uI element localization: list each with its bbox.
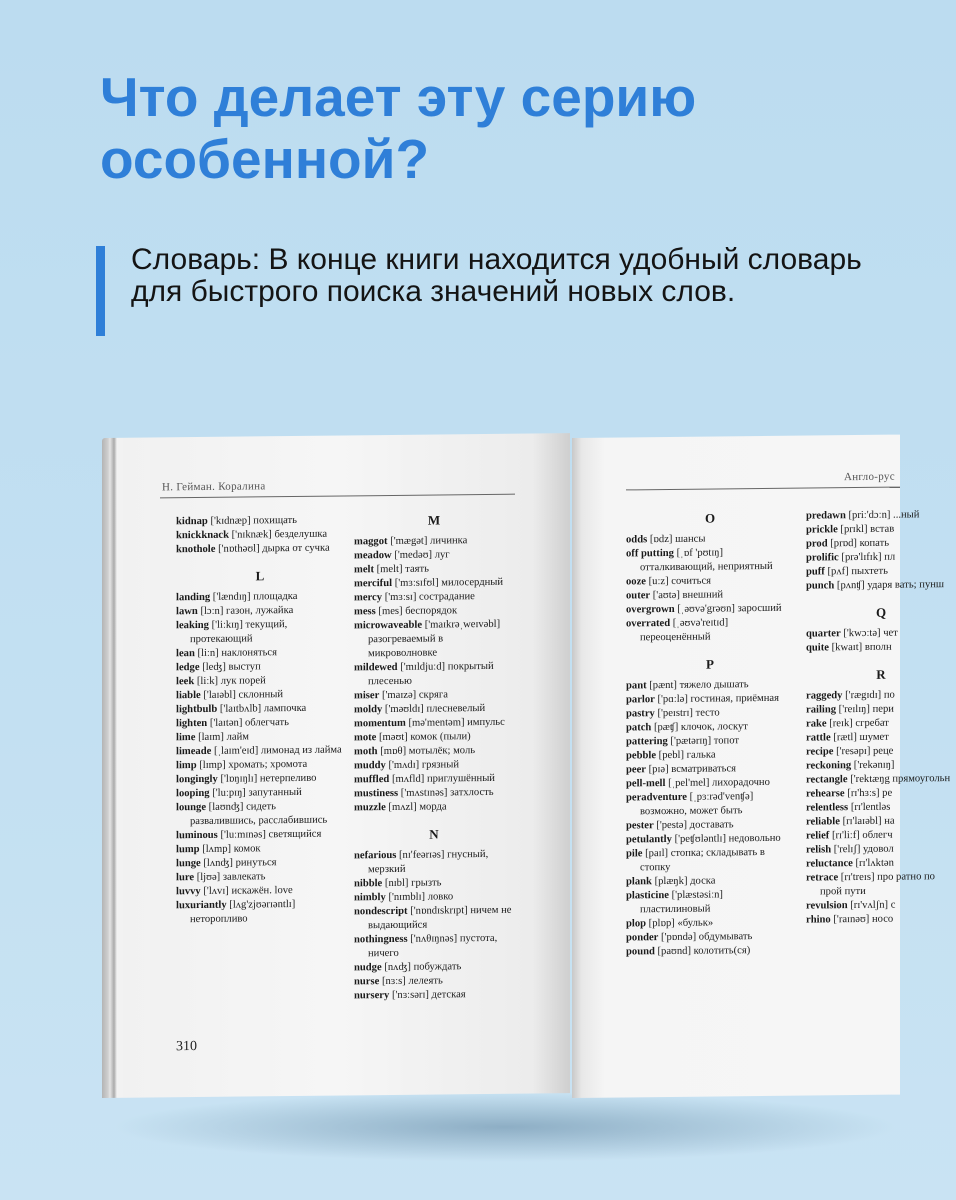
entry-definition: [lʌnʤ] ринуться bbox=[200, 857, 277, 869]
entry-definition: ['rektæŋg прямоугольн bbox=[847, 773, 951, 786]
entry-definition: [mɒθ] мотылёк; моль bbox=[377, 745, 476, 758]
entry-word: nimbly bbox=[354, 892, 386, 904]
dictionary-entry bbox=[806, 522, 956, 538]
entry-word: reluctance bbox=[806, 858, 853, 870]
entry-definition: [mə'mentəm] импульс bbox=[405, 716, 505, 729]
entry-definition: [nɜːs] лелеять bbox=[379, 975, 443, 988]
entry-definition: ['pɑːlə] гостиная, приёмная bbox=[654, 692, 779, 706]
entry-definition: ['lɒŋɪŋlɪ] нетерпеливо bbox=[217, 772, 317, 785]
entry-word: merciful bbox=[354, 577, 393, 590]
entry-word: peer bbox=[626, 764, 646, 776]
entry-definition: [lɪmp] хромать; хромота bbox=[196, 758, 308, 772]
dictionary-entry bbox=[806, 758, 956, 774]
entry-definition: [rɪ'liːf] облегч bbox=[829, 829, 893, 842]
entry-definition: [nɪ'feərɪəs] гнусный, мерзкий bbox=[368, 848, 489, 876]
dictionary-entry bbox=[354, 800, 514, 816]
dictionary-entry bbox=[806, 744, 956, 760]
entry-word: rhino bbox=[806, 914, 831, 926]
entry-word: longingly bbox=[176, 773, 218, 786]
entry-word: puff bbox=[806, 566, 825, 578]
dictionary-entry bbox=[176, 897, 344, 927]
section-letter: L bbox=[255, 568, 265, 584]
entry-definition: [laɪm] лайм bbox=[195, 731, 249, 744]
entry-word: revulsion bbox=[806, 900, 848, 912]
entry-word: nibble bbox=[354, 878, 383, 890]
entry-definition: [prɪkl] встав bbox=[837, 523, 895, 536]
section-letter: M bbox=[427, 512, 441, 528]
entry-definition: [paʊnd] колотить(ся) bbox=[654, 945, 751, 958]
entry-definition: ['luːmɪnəs] светящийся bbox=[217, 828, 322, 841]
entry-word: melt bbox=[354, 564, 374, 576]
entry-definition: ['pætərɪŋ] топот bbox=[667, 735, 740, 747]
entry-word: lure bbox=[176, 872, 195, 884]
book-shadow bbox=[110, 1092, 900, 1162]
dictionary-entry bbox=[354, 576, 514, 592]
dictionary-entry bbox=[806, 814, 956, 830]
dictionary-entry bbox=[354, 660, 514, 690]
book-left-page bbox=[102, 433, 570, 1098]
entry-definition: ['liːkɪŋ] текущий, протекающий bbox=[190, 619, 288, 646]
entry-definition: [məʊt] комок (пыли) bbox=[376, 731, 471, 744]
entry-word: ledge bbox=[176, 661, 200, 674]
dictionary-entry bbox=[626, 602, 794, 618]
entry-definition: ['mɜːsɪfʊl] милосердный bbox=[392, 576, 504, 589]
entry-word: miser bbox=[354, 690, 380, 702]
entry-word: maggot bbox=[354, 536, 388, 548]
entry-definition: [ljʊə] завлекать bbox=[194, 871, 266, 884]
entry-definition: ['reɪlɪŋ] пери bbox=[836, 703, 894, 716]
dictionary-entry bbox=[806, 640, 956, 656]
entry-definition: ['medəʊ] луг bbox=[391, 549, 450, 561]
entry-word: leek bbox=[176, 676, 195, 688]
entry-word: landing bbox=[176, 591, 211, 604]
entry-definition: [rɪ'treɪs] про ратно по прой пути bbox=[820, 871, 935, 898]
entry-definition: [lʌg'zjʊərɪəntlɪ] неторопливо bbox=[190, 898, 296, 926]
entry-definition: ['laɪtən] облегчать bbox=[207, 717, 289, 729]
entry-definition: [rɪ'hɜːs] ре bbox=[844, 787, 893, 800]
entry-word: parlor bbox=[626, 694, 655, 706]
entry-word: liable bbox=[176, 689, 201, 702]
entry-word: nefarious bbox=[354, 849, 397, 862]
entry-word: rake bbox=[806, 718, 827, 730]
entry-definition: [lɔːn] газон, лужайка bbox=[197, 604, 294, 617]
dictionary-entry bbox=[626, 832, 794, 848]
dictionary-entry bbox=[176, 743, 344, 759]
entry-word: looping bbox=[176, 787, 210, 800]
entry-word: relief bbox=[806, 830, 830, 842]
entry-word: mercy bbox=[354, 592, 383, 604]
entry-word: recipe bbox=[806, 746, 834, 758]
entry-word: odds bbox=[626, 534, 648, 546]
entry-word: nondescript bbox=[354, 905, 408, 918]
entry-word: pound bbox=[626, 946, 655, 958]
entry-definition: ['nɜːsərɪ] детская bbox=[389, 989, 466, 1001]
entry-word: quite bbox=[806, 642, 829, 654]
entry-definition: [laʊnʤ] сидеть развалившись, расслабившись bbox=[190, 801, 328, 828]
entry-word: rattle bbox=[806, 732, 831, 744]
entry-word: overgrown bbox=[626, 603, 675, 616]
dictionary-entry bbox=[626, 846, 794, 876]
dictionary-entry bbox=[176, 617, 344, 647]
entry-word: relish bbox=[806, 844, 832, 856]
entry-definition: ['rekənɪŋ] bbox=[851, 759, 895, 772]
entry-word: relentless bbox=[806, 802, 849, 814]
entry-definition: [kwaɪt] вполн bbox=[828, 641, 892, 654]
dictionary-entry bbox=[806, 626, 956, 642]
entry-word: predawn bbox=[806, 510, 846, 522]
dictionary-entry bbox=[806, 564, 956, 580]
dictionary-entry bbox=[354, 988, 514, 1004]
entry-definition: [uːz] сочиться bbox=[646, 575, 712, 588]
entry-word: lime bbox=[176, 732, 196, 744]
entry-word: lawn bbox=[176, 605, 198, 618]
entry-word: reckoning bbox=[806, 760, 852, 772]
entry-definition: [rætl] шумет bbox=[830, 731, 889, 744]
entry-word: microwaveable bbox=[354, 619, 423, 632]
entry-word: moldy bbox=[354, 704, 383, 716]
entry-definition: ['kɪdnæp] похищать bbox=[207, 514, 297, 527]
entry-definition: ['pɒndə] обдумывать bbox=[658, 931, 753, 944]
entry-word: meadow bbox=[354, 549, 392, 562]
entry-definition: [paɪl] стопка; складывать в стопку bbox=[640, 846, 765, 874]
entry-word: moth bbox=[354, 746, 378, 758]
entry-definition: [ˌəʊvə'reɪtɪd] переоценённый bbox=[640, 617, 729, 644]
entry-definition: ['maɪzə] скряга bbox=[379, 689, 448, 702]
entry-word: nurse bbox=[354, 976, 380, 988]
entry-definition: [pʌf] пыхтеть bbox=[824, 565, 888, 578]
dictionary-entry bbox=[806, 508, 956, 524]
entry-definition: ['nɪknæk] безделушка bbox=[229, 528, 328, 541]
entry-word: reliable bbox=[806, 816, 840, 828]
dictionary-entry bbox=[806, 688, 956, 704]
entry-definition: [leʤ] выступ bbox=[199, 661, 261, 673]
dictionary-entry bbox=[176, 799, 344, 829]
left-running-head: Н. Гейман. Коралина bbox=[162, 480, 266, 494]
dictionary-entry bbox=[176, 541, 344, 557]
entry-word: mess bbox=[354, 606, 376, 618]
entry-word: raggedy bbox=[806, 690, 843, 702]
entry-definition: ['nʌθɪŋnəs] пустота, ничего bbox=[368, 932, 498, 960]
entry-word: off putting bbox=[626, 547, 674, 560]
dictionary-entry bbox=[806, 772, 956, 788]
entry-word: lounge bbox=[176, 801, 207, 814]
section-letter: P bbox=[706, 656, 714, 672]
entry-definition: ['rægɪdɪ] по bbox=[842, 689, 895, 702]
entry-definition: [ˌpɜːrəd'venʧə] возможно, может быть bbox=[640, 791, 754, 818]
entry-definition: [plɒp] «бульк» bbox=[646, 917, 714, 930]
left-column-1 bbox=[176, 513, 344, 927]
entry-word: muddy bbox=[354, 760, 386, 772]
entry-word: knothole bbox=[176, 543, 216, 556]
entry-word: patch bbox=[626, 722, 652, 734]
entry-word: petulantly bbox=[626, 833, 672, 846]
entry-definition: ['mɪldjuːd] покрытый плесенью bbox=[368, 660, 494, 688]
entry-word: retrace bbox=[806, 872, 839, 884]
entry-definition: [plæŋk] доска bbox=[651, 875, 716, 888]
dictionary-entry bbox=[806, 870, 956, 900]
entry-word: mustiness bbox=[354, 787, 399, 800]
entry-word: rectangle bbox=[806, 774, 848, 786]
entry-word: outer bbox=[626, 590, 651, 602]
dictionary-entry bbox=[176, 827, 344, 843]
entry-word: plop bbox=[626, 918, 647, 930]
section-letter: O bbox=[704, 510, 716, 526]
entry-definition: [nɪbl] грызть bbox=[382, 877, 442, 890]
entry-definition: ['laɪtbʌlb] лампочка bbox=[217, 702, 307, 715]
entry-definition: ['pestə] доставать bbox=[653, 819, 734, 832]
entry-definition: [pæʧ] клочок, лоскут bbox=[651, 721, 748, 734]
right-column-2 bbox=[806, 508, 956, 928]
dictionary-entry bbox=[354, 716, 514, 732]
entry-word: pester bbox=[626, 820, 654, 832]
entry-word: peradventure bbox=[626, 791, 688, 804]
entry-definition: ['luːpɪŋ] запутанный bbox=[209, 786, 302, 799]
dictionary-entry bbox=[354, 786, 514, 802]
section-letter: R bbox=[876, 666, 886, 682]
entry-definition: [liːn] наклоняться bbox=[194, 647, 278, 660]
entry-definition: ['plæstəsiːn] пластилиновый bbox=[640, 889, 723, 916]
entry-word: railing bbox=[806, 704, 837, 716]
entry-definition: ['məʊldɪ] плесневелый bbox=[382, 702, 486, 716]
entry-definition: [ɒdz] шансы bbox=[647, 533, 706, 546]
dictionary-entry bbox=[806, 828, 956, 844]
entry-definition: ['peʧʊləntlɪ] недовольно bbox=[671, 832, 781, 845]
dictionary-entry bbox=[806, 912, 956, 928]
entry-word: limp bbox=[176, 760, 197, 772]
dictionary-entry bbox=[626, 692, 794, 708]
entry-definition: [prɒd] копать bbox=[827, 537, 890, 550]
dictionary-entry bbox=[354, 932, 514, 962]
left-column-2 bbox=[354, 512, 514, 1004]
entry-definition: ['resəpɪ] реце bbox=[833, 745, 894, 758]
entry-word: prickle bbox=[806, 524, 838, 536]
entry-definition: ['mɜːsɪ] сострадание bbox=[382, 591, 475, 604]
entry-definition: [mʌfld] приглушённый bbox=[389, 772, 495, 785]
entry-definition: ['lʌvɪ] искажён. love bbox=[200, 885, 293, 897]
entry-word: nursery bbox=[354, 989, 390, 1002]
entry-word: kidnap bbox=[176, 515, 208, 528]
right-running-head: Англо-рус bbox=[844, 470, 895, 484]
entry-word: leaking bbox=[176, 619, 209, 632]
dictionary-entry bbox=[354, 618, 514, 662]
dictionary-entry bbox=[626, 776, 794, 792]
entry-definition: [nʌʤ] побуждать bbox=[381, 961, 462, 974]
dictionary-entry bbox=[806, 842, 956, 858]
section-letter: Q bbox=[875, 604, 887, 620]
entry-definition: [rɪ'laɪəbl] на bbox=[839, 815, 895, 828]
entry-definition: [ˌpel'mel] лихорадочно bbox=[665, 776, 770, 790]
dictionary-entry bbox=[806, 536, 956, 552]
entry-word: prod bbox=[806, 538, 828, 550]
entry-definition: ['aʊtə] внешний bbox=[650, 589, 724, 602]
entry-definition: [rɪ'lentləs bbox=[848, 801, 891, 814]
entry-definition: [pʌnʧ] ударя вать; пунш bbox=[834, 579, 945, 592]
entry-definition: [liːk] лук порей bbox=[194, 675, 266, 688]
entry-word: pell-mell bbox=[626, 778, 666, 790]
accent-bar bbox=[96, 246, 105, 336]
entry-definition: ['maɪkrəˌweɪvəbl] разогреваемый в микроволновке bbox=[368, 618, 501, 660]
entry-definition: [priː'dɔːn] ...ный bbox=[845, 509, 920, 522]
entry-word: lightbulb bbox=[176, 703, 218, 716]
dictionary-entry bbox=[626, 944, 794, 960]
dictionary-entry bbox=[806, 716, 956, 732]
entry-definition: ['mʌdɪ] грязный bbox=[385, 759, 459, 772]
entry-word: pant bbox=[626, 680, 647, 692]
entry-word: ooze bbox=[626, 576, 646, 588]
dictionary-entry bbox=[626, 888, 794, 918]
entry-word: pebble bbox=[626, 750, 657, 762]
section-letter: N bbox=[429, 826, 439, 842]
entry-definition: [rɪ'lʌktən bbox=[852, 857, 894, 870]
dictionary-entry bbox=[626, 616, 794, 646]
dictionary-entry bbox=[806, 702, 956, 718]
dictionary-entry bbox=[354, 904, 514, 934]
entry-definition: ['relɪʃ] удовол bbox=[831, 843, 894, 856]
dictionary-entry bbox=[806, 898, 956, 914]
entry-word: mildewed bbox=[354, 661, 398, 674]
entry-word: prolific bbox=[806, 552, 839, 564]
dictionary-entry bbox=[806, 550, 956, 566]
entry-word: pattering bbox=[626, 735, 668, 748]
entry-definition: [ˌɒf 'pʊtɪŋ] отталкивающий, неприятный bbox=[640, 547, 773, 574]
entry-definition: ['laɪəbl] склонный bbox=[200, 689, 284, 701]
entry-word: quarter bbox=[806, 628, 841, 640]
entry-definition: [mes] беспорядок bbox=[375, 605, 458, 618]
entry-definition: ['peɪstrɪ] тесто bbox=[654, 707, 720, 720]
entry-word: lean bbox=[176, 648, 195, 660]
entry-word: overrated bbox=[626, 617, 671, 630]
book-right-page bbox=[572, 435, 951, 1098]
entry-definition: [lʌmp] комок bbox=[199, 843, 261, 855]
dictionary-entry bbox=[626, 546, 794, 576]
entry-definition: [melt] таять bbox=[374, 563, 429, 576]
left-header-rule bbox=[160, 494, 515, 499]
entry-definition: ['lændɪŋ] площадка bbox=[210, 590, 298, 603]
entry-word: limeade bbox=[176, 745, 212, 758]
entry-word: lunge bbox=[176, 857, 201, 870]
entry-definition: ['raɪnəʊ] носо bbox=[830, 913, 894, 926]
entry-word: plasticine bbox=[626, 889, 669, 902]
entry-word: muffled bbox=[354, 773, 390, 786]
dictionary-entry bbox=[354, 848, 514, 878]
entry-word: nudge bbox=[354, 962, 382, 974]
entry-word: punch bbox=[806, 580, 835, 592]
entry-word: luvvy bbox=[176, 885, 201, 898]
entry-definition: [reɪk] сгребат bbox=[826, 717, 889, 730]
entry-word: luminous bbox=[176, 829, 218, 842]
entry-definition: ['nɒndɪskrɪpt] ничем не выдающийся bbox=[368, 904, 512, 932]
right-column-1 bbox=[626, 510, 794, 960]
dictionary-entry bbox=[806, 730, 956, 746]
right-header-rule bbox=[626, 487, 900, 491]
entry-word: muzzle bbox=[354, 802, 386, 814]
entry-definition: ['nɪmblɪ] ловко bbox=[385, 891, 454, 904]
dictionary-entry bbox=[806, 800, 956, 816]
entry-word: rehearse bbox=[806, 788, 845, 800]
entry-definition: ['mægət] личинка bbox=[387, 535, 468, 548]
dictionary-entry bbox=[806, 578, 956, 594]
entry-definition: [prə'lɪfɪk] пл bbox=[838, 551, 896, 564]
entry-definition: [ˌəʊvə'grəʊn] заросший bbox=[674, 602, 782, 615]
dictionary-entry bbox=[626, 790, 794, 820]
entry-word: nothingness bbox=[354, 933, 408, 946]
entry-word: knickknack bbox=[176, 529, 229, 542]
entry-word: pile bbox=[626, 848, 643, 860]
entry-word: momentum bbox=[354, 717, 406, 730]
dictionary-description: Словарь: В конце книги находится удобный словарь для быстрого поиска значений новых слов. bbox=[131, 243, 862, 308]
entry-definition: [pɪə] всматриваться bbox=[646, 763, 737, 776]
entry-word: pastry bbox=[626, 708, 655, 720]
entry-definition: [rɪ'vʌlʃn] с bbox=[847, 899, 896, 912]
entry-definition: ['nɒthəʊl] дырка от сучка bbox=[215, 542, 330, 555]
entry-definition: [mʌzl] морда bbox=[385, 801, 447, 814]
dictionary-entry bbox=[806, 786, 956, 802]
dictionary-entry bbox=[806, 856, 956, 872]
entry-word: lighten bbox=[176, 717, 208, 730]
entry-word: plank bbox=[626, 876, 652, 888]
entry-definition: [pænt] тяжело дышать bbox=[646, 679, 749, 692]
entry-word: ponder bbox=[626, 932, 659, 944]
entry-definition: [ˌlaɪm'eɪd] лимонад из лайма bbox=[211, 744, 342, 757]
headline: Что делает эту серию особенной? bbox=[100, 66, 697, 190]
entry-definition: [pebl] галька bbox=[656, 749, 716, 762]
entry-word: lump bbox=[176, 843, 200, 856]
entry-definition: ['kwɔːtə] чет bbox=[840, 627, 898, 640]
entry-word: mote bbox=[354, 732, 377, 744]
entry-word: luxuriantly bbox=[176, 899, 227, 912]
page-number: 310 bbox=[176, 1039, 197, 1055]
entry-definition: ['mʌstɪnəs] затхлость bbox=[398, 786, 494, 799]
